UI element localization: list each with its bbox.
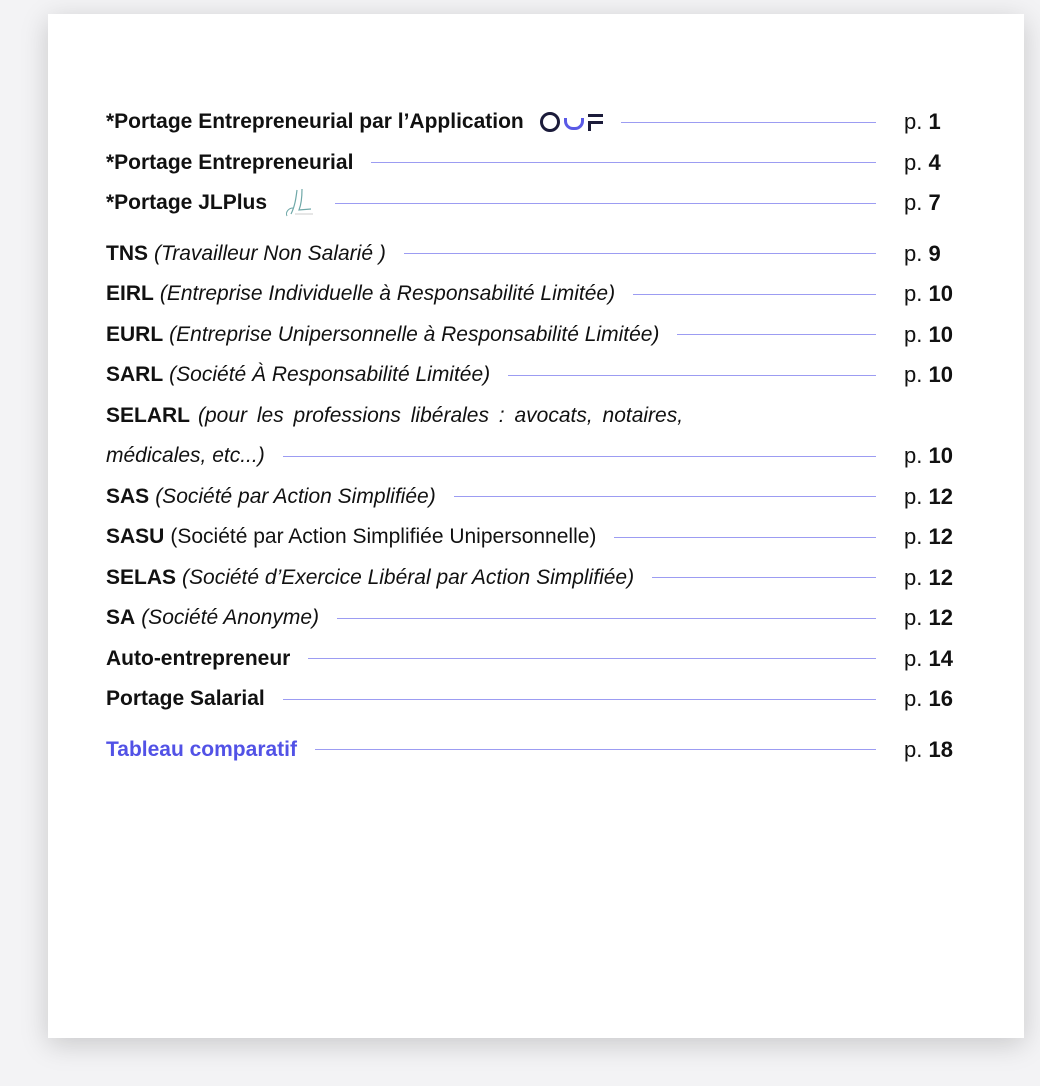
toc-entry-title: Portage Salarial <box>106 687 265 711</box>
toc-entry-title: *Portage JLPlus <box>106 191 268 215</box>
toc-entry-title: EIRL <box>106 282 154 306</box>
toc-entry-description: (Entreprise Unipersonnelle à Responsabilité Limitée) <box>169 322 660 346</box>
toc-entry-description: (Société par Action Simplifiée) <box>155 484 436 508</box>
leader-line <box>614 537 876 538</box>
toc-entry-title: SA <box>106 606 136 630</box>
page-number: p. 10 <box>904 443 953 469</box>
page-number: p. 10 <box>904 321 953 347</box>
document-page <box>48 14 1024 1038</box>
toc-entry-sa[interactable] <box>106 598 962 639</box>
toc-entry-title: *Portage Entrepreneurial par l’Application <box>106 110 524 134</box>
toc-entry-description: (Société Anonyme) <box>141 606 319 630</box>
toc-entry-description: (Société par Action Simplifiée Unipersonnelle) <box>170 525 597 549</box>
page-number: p. 12 <box>904 564 953 590</box>
page-number: p. 12 <box>904 524 953 550</box>
leader-line <box>315 749 876 750</box>
page-number: p. 4 <box>904 149 941 175</box>
toc-entry-sarl[interactable] <box>106 355 962 396</box>
page-number: p. 18 <box>904 736 953 762</box>
toc-entry-tns[interactable] <box>106 234 962 275</box>
page-number: p. 16 <box>904 686 953 712</box>
toc-entry-title: SELARL <box>106 403 190 427</box>
page-number: p. 14 <box>904 645 953 671</box>
toc-entry-title: Auto-entrepreneur <box>106 646 291 670</box>
leader-line <box>371 162 876 163</box>
page-number: p. 10 <box>904 281 953 307</box>
leader-line <box>335 203 876 204</box>
toc-entry-title: SASU <box>106 525 165 549</box>
page-number: p. 1 <box>904 109 941 135</box>
toc-entry-title: Tableau comparatif <box>106 737 297 761</box>
toc-entry-portage-salarial[interactable] <box>106 679 962 720</box>
toc-entry-description: (pour les professions libérales : avocats, notaires, <box>198 403 684 427</box>
table-of-contents <box>106 102 962 770</box>
toc-entry-portage-ouf[interactable] <box>106 102 962 143</box>
leader-line <box>633 294 876 295</box>
page-number: p. 10 <box>904 362 953 388</box>
leader-line <box>621 122 876 123</box>
toc-entry-selarl[interactable] <box>106 396 962 477</box>
toc-entry-description-continued: médicales, etc...) <box>106 444 265 468</box>
page-number: p. 7 <box>904 190 941 216</box>
toc-entry-description: (Société d’Exercice Libéral par Action Simplifiée) <box>182 565 635 589</box>
jlplus-portage-logo-icon <box>281 188 317 218</box>
toc-entry-eurl[interactable] <box>106 315 962 356</box>
toc-entry-description: (Travailleur Non Salarié ) <box>154 241 386 265</box>
toc-entry-title: SELAS <box>106 565 177 589</box>
toc-entry-portage-jlplus[interactable] <box>106 183 962 224</box>
toc-entry-title: TNS <box>106 241 148 265</box>
toc-entry-eirl[interactable] <box>106 274 962 315</box>
toc-entry-title: EURL <box>106 322 164 346</box>
toc-entry-description: (Entreprise Individuelle à Responsabilité Limitée) <box>159 282 616 306</box>
leader-line <box>508 375 876 376</box>
toc-entry-auto-entrepreneur[interactable] <box>106 639 962 680</box>
toc-entry-sasu[interactable] <box>106 517 962 558</box>
toc-entry-title: SAS <box>106 484 150 508</box>
toc-entry-portage-entrepreneurial[interactable] <box>106 143 962 184</box>
toc-entry-title: *Portage Entrepreneurial <box>106 150 354 174</box>
toc-entry-description: (Société À Responsabilité Limitée) <box>169 363 491 387</box>
leader-line <box>652 577 876 578</box>
leader-line <box>308 658 876 659</box>
leader-line <box>454 496 876 497</box>
page-number: p. 12 <box>904 483 953 509</box>
toc-entry-sas[interactable] <box>106 477 962 518</box>
leader-line <box>283 699 876 700</box>
toc-entry-tableau-comparatif[interactable] <box>106 730 962 771</box>
leader-line <box>404 253 876 254</box>
page-number: p. 12 <box>904 605 953 631</box>
page-number: p. 9 <box>904 240 941 266</box>
toc-entry-selas[interactable] <box>106 558 962 599</box>
leader-line <box>337 618 876 619</box>
toc-entry-title: SARL <box>106 363 164 387</box>
ouf-logo <box>540 112 603 132</box>
leader-line <box>677 334 876 335</box>
leader-line <box>283 456 876 457</box>
